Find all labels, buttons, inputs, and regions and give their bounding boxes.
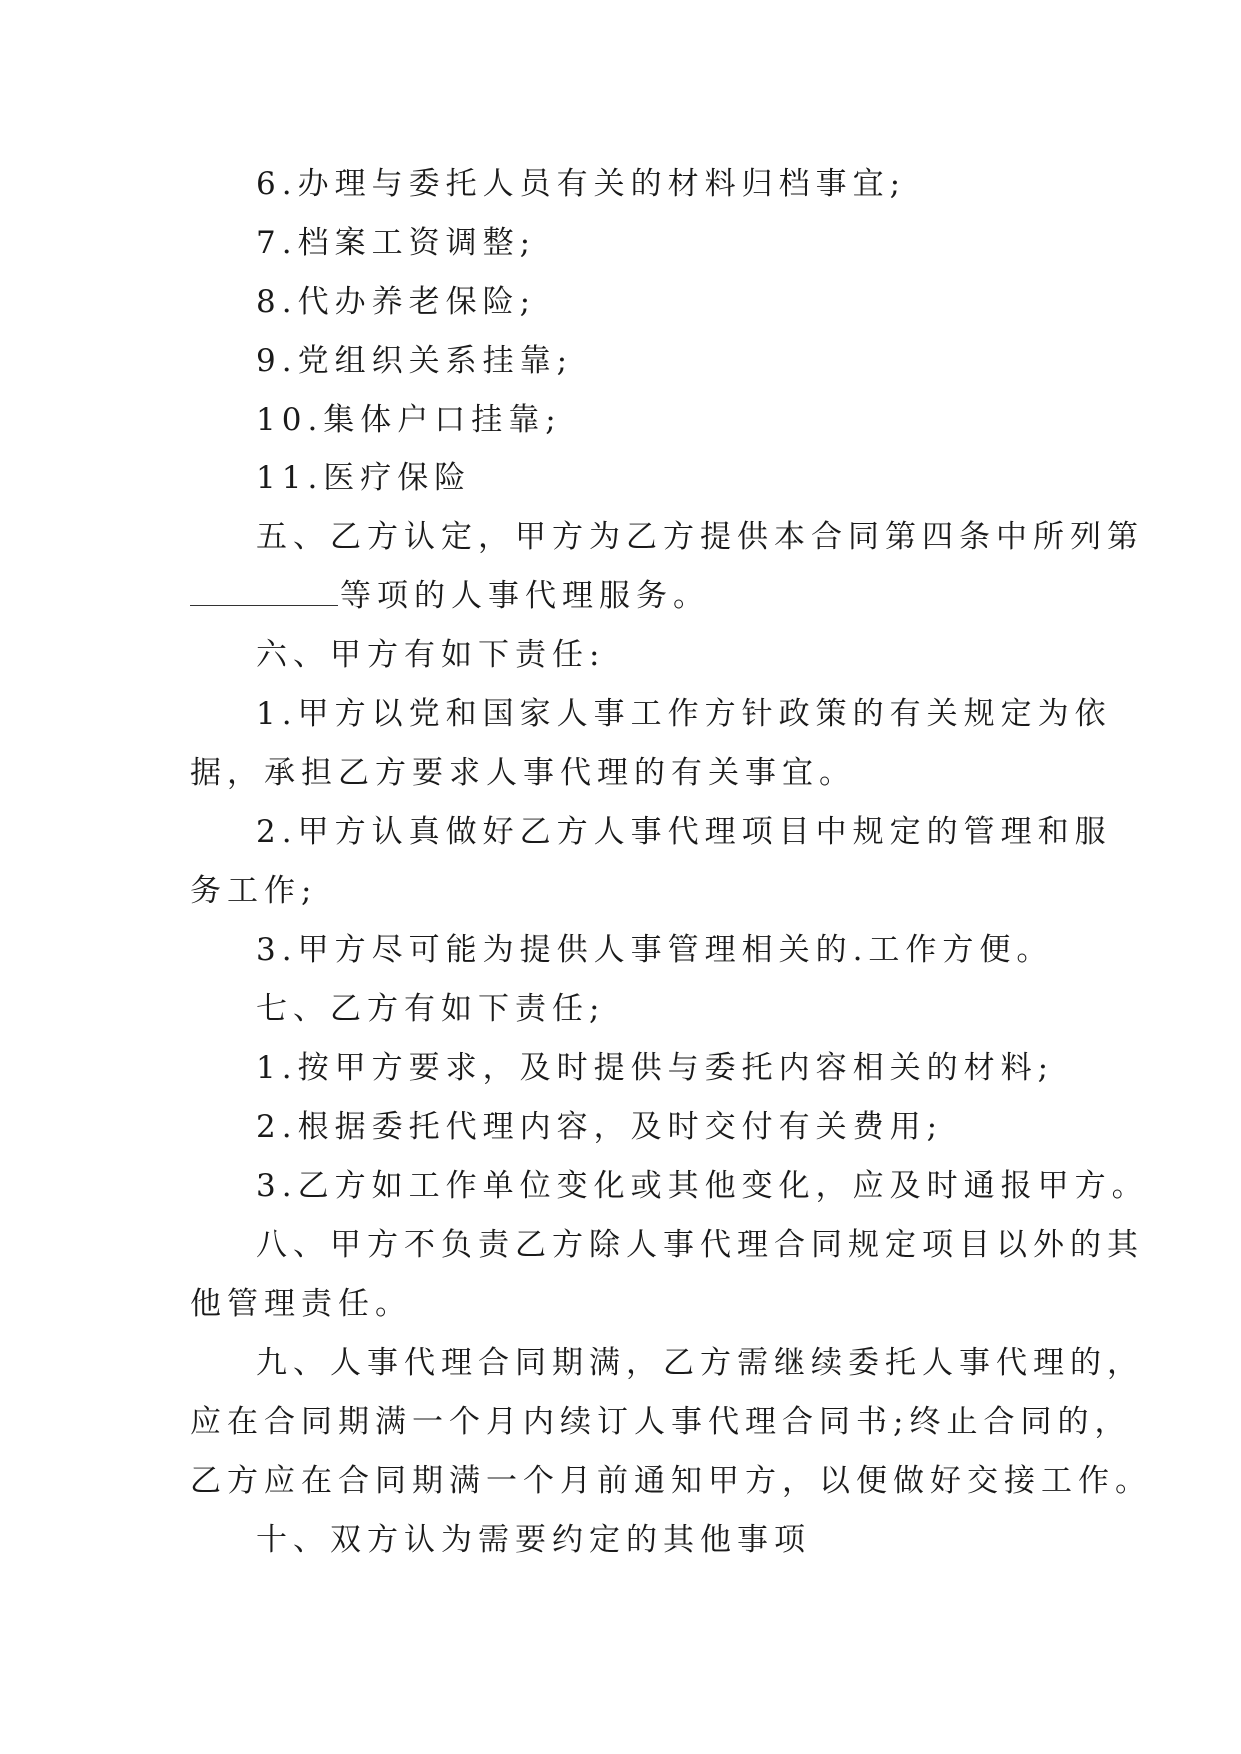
item-8-pension-insurance: 8.代办养老保险; xyxy=(256,284,537,320)
item-9-party-affiliation: 9.党组织关系挂靠; xyxy=(256,343,574,379)
clause-10-heading: 十、双方认为需要约定的其他事项 xyxy=(256,1522,811,1558)
clause-5-line-2 xyxy=(190,576,710,616)
clause-9-line-2: 应在合同期满一个月内续订人事代理合同书;终止合同的， xyxy=(190,1404,1132,1440)
clause-9-line-3: 乙方应在合同期满一个月前通知甲方，以便做好交接工作。 xyxy=(190,1463,1152,1499)
clause-8-line-2: 他管理责任。 xyxy=(190,1286,412,1322)
clause-8-line-1: 八、甲方不负责乙方除人事代理合同规定项目以外的其 xyxy=(256,1227,1144,1263)
item-6-archiving: 6.办理与委托人员有关的材料归档事宜; xyxy=(256,166,907,202)
clause-5-line-1: 五、乙方认定，甲方为乙方提供本合同第四条中所列第 xyxy=(256,519,1144,555)
clause-6-item-3: 3.甲方尽可能为提供人事管理相关的.工作方便。 xyxy=(256,932,1054,968)
clause-7-heading: 七、乙方有如下责任; xyxy=(256,991,606,1027)
clause-6-item-1-line-1: 1.甲方以党和国家人事工作方针政策的有关规定为依 xyxy=(256,696,1112,732)
item-7-salary-adjustment: 7.档案工资调整; xyxy=(256,225,537,261)
clause-6-item-1-line-2: 据，承担乙方要求人事代理的有关事宜。 xyxy=(190,755,856,791)
clause-6-heading: 六、甲方有如下责任: xyxy=(256,637,606,673)
item-10-household-registration: 10.集体户口挂靠; xyxy=(256,402,562,438)
clause-6-item-2-line-2: 务工作; xyxy=(190,873,318,909)
clause-7-item-1: 1.按甲方要求，及时提供与委托内容相关的材料; xyxy=(256,1050,1055,1086)
clause-6-item-2-line-1: 2.甲方认真做好乙方人事代理项目中规定的管理和服 xyxy=(256,814,1112,850)
item-11-medical-insurance: 11.医疗保险 xyxy=(256,460,472,496)
fill-in-blank xyxy=(190,579,338,606)
clause-7-item-3: 3.乙方如工作单位变化或其他变化，应及时通报甲方。 xyxy=(256,1168,1149,1204)
clause-5-line-2-text: 等项的人事代理服务。 xyxy=(340,578,710,614)
clause-9-line-1: 九、人事代理合同期满，乙方需继续委托人事代理的， xyxy=(256,1345,1144,1381)
clause-7-item-2: 2.根据委托代理内容，及时交付有关费用; xyxy=(256,1109,944,1145)
